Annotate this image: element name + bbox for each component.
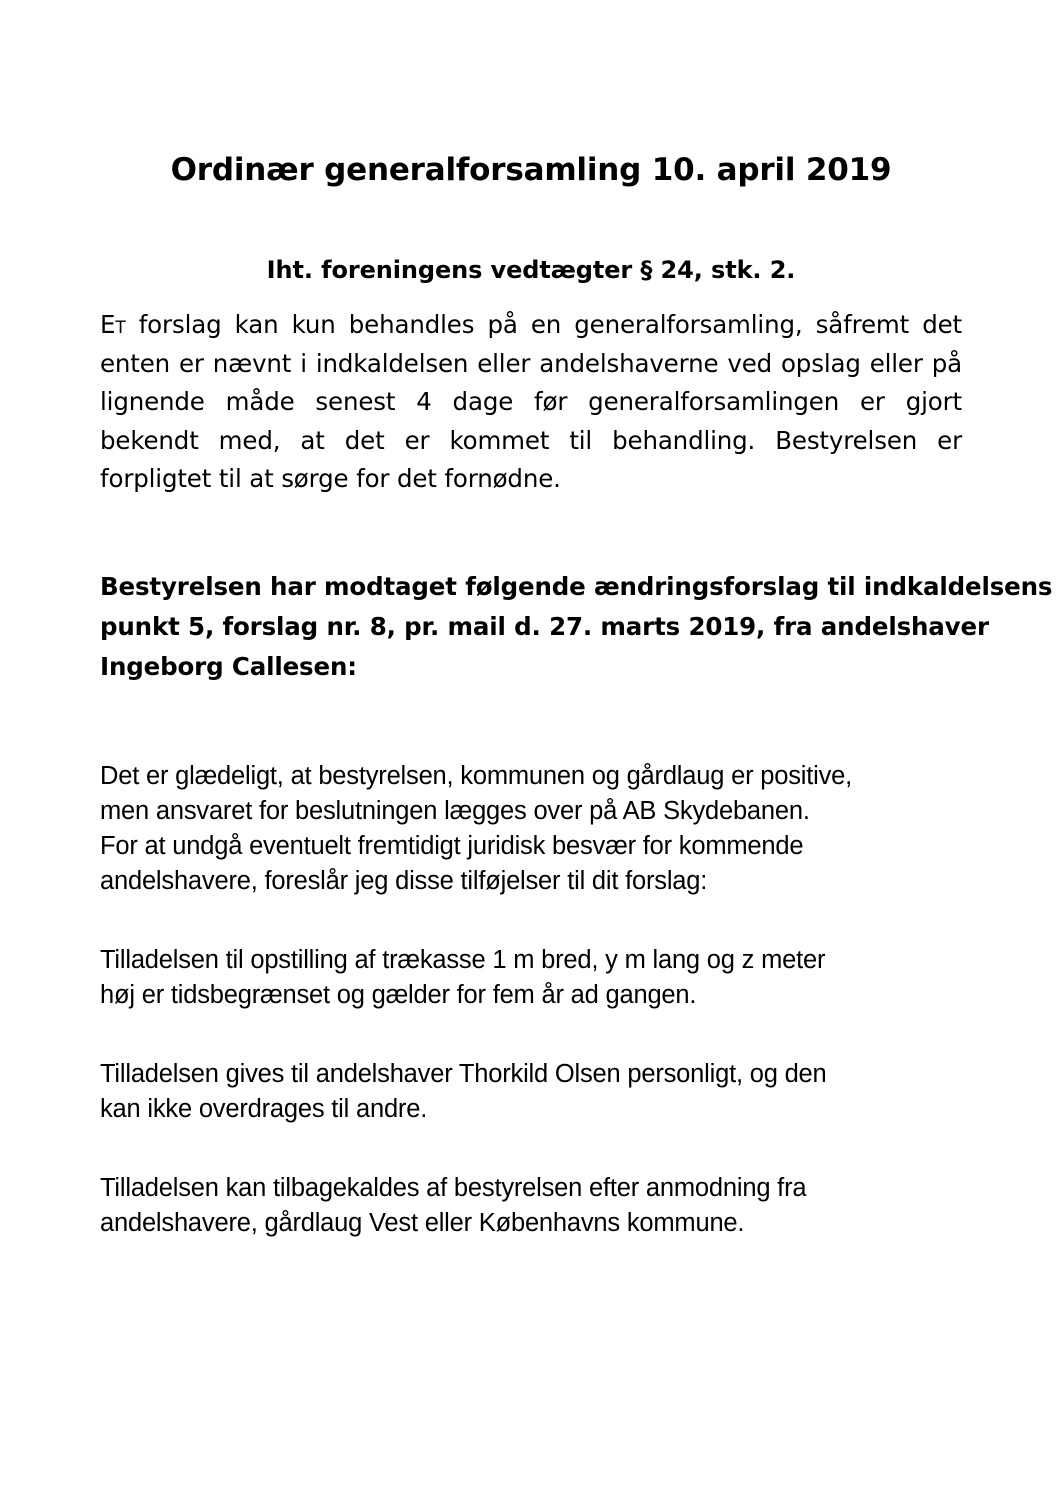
proposal-paragraph-line: kan ikke overdrages til andre. (100, 1094, 428, 1123)
proposal-paragraph (100, 1171, 962, 1241)
proposal-paragraph-line: Tilladelsen til opstilling af trækasse 1 m bred, y m lang og z meter (100, 945, 826, 974)
proposal-paragraph-line: For at undgå eventuelt fremtidigt juridisk besvær for kommende (100, 831, 804, 860)
document-content-column (100, 0, 1053, 1241)
proposal-paragraph-line: andelshavere, gårdlaug Vest eller Københavns kommune. (100, 1208, 745, 1237)
proposal-paragraph (100, 943, 962, 1013)
board-notice-line: Bestyrelsen har modtaget følgende ændringsforslag til indkaldelsens (100, 571, 1053, 601)
board-notice-block (100, 499, 1053, 687)
statute-paragraph-text: forslag kan kun behandles på en generalforsamling, såfremt det enten er nævnt i indkaldelsen eller andelshaverne ved opslag eller på lignende måde senest 4 dage før generalforsamlingen er gjort bekendt med, at det er kommet til behandling. Bestyrelsen er forpligtet til at sørge for det fornødne. (100, 310, 962, 493)
proposal-paragraph-line: men ansvaret for beslutningen lægges over på AB Skydebanen. (100, 796, 810, 825)
statute-paragraph (100, 286, 962, 499)
board-notice-line: punkt 5, forslag nr. 8, pr. mail d. 27. marts 2019, fra andelshaver (100, 611, 989, 641)
statute-reference-heading: Iht. foreningens vedtægter § 24, stk. 2. (266, 256, 796, 284)
proposal-body (100, 687, 962, 1241)
proposal-paragraph-line: andelshavere, foreslår jeg disse tilføjelser til dit forslag: (100, 866, 708, 895)
proposal-paragraph (100, 759, 962, 899)
proposal-paragraph (100, 1057, 962, 1127)
proposal-paragraph-line: Tilladelsen gives til andelshaver Thorkild Olsen personligt, og den (100, 1059, 827, 1088)
board-notice-line: Ingeborg Callesen: (100, 651, 357, 681)
proposal-paragraph-line: Det er glædeligt, at bestyrelsen, kommunen og gårdlaug er positive, (100, 761, 853, 790)
page-title: Ordinær generalforsamling 10. april 2019 (170, 152, 892, 188)
statute-paragraph-lead-word: Et (100, 310, 126, 339)
proposal-paragraph-line: høj er tidsbegrænset og gælder for fem år ad gangen. (100, 980, 697, 1009)
proposal-paragraph-line: Tilladelsen kan tilbagekaldes af bestyrelsen efter anmodning fra (100, 1173, 807, 1202)
